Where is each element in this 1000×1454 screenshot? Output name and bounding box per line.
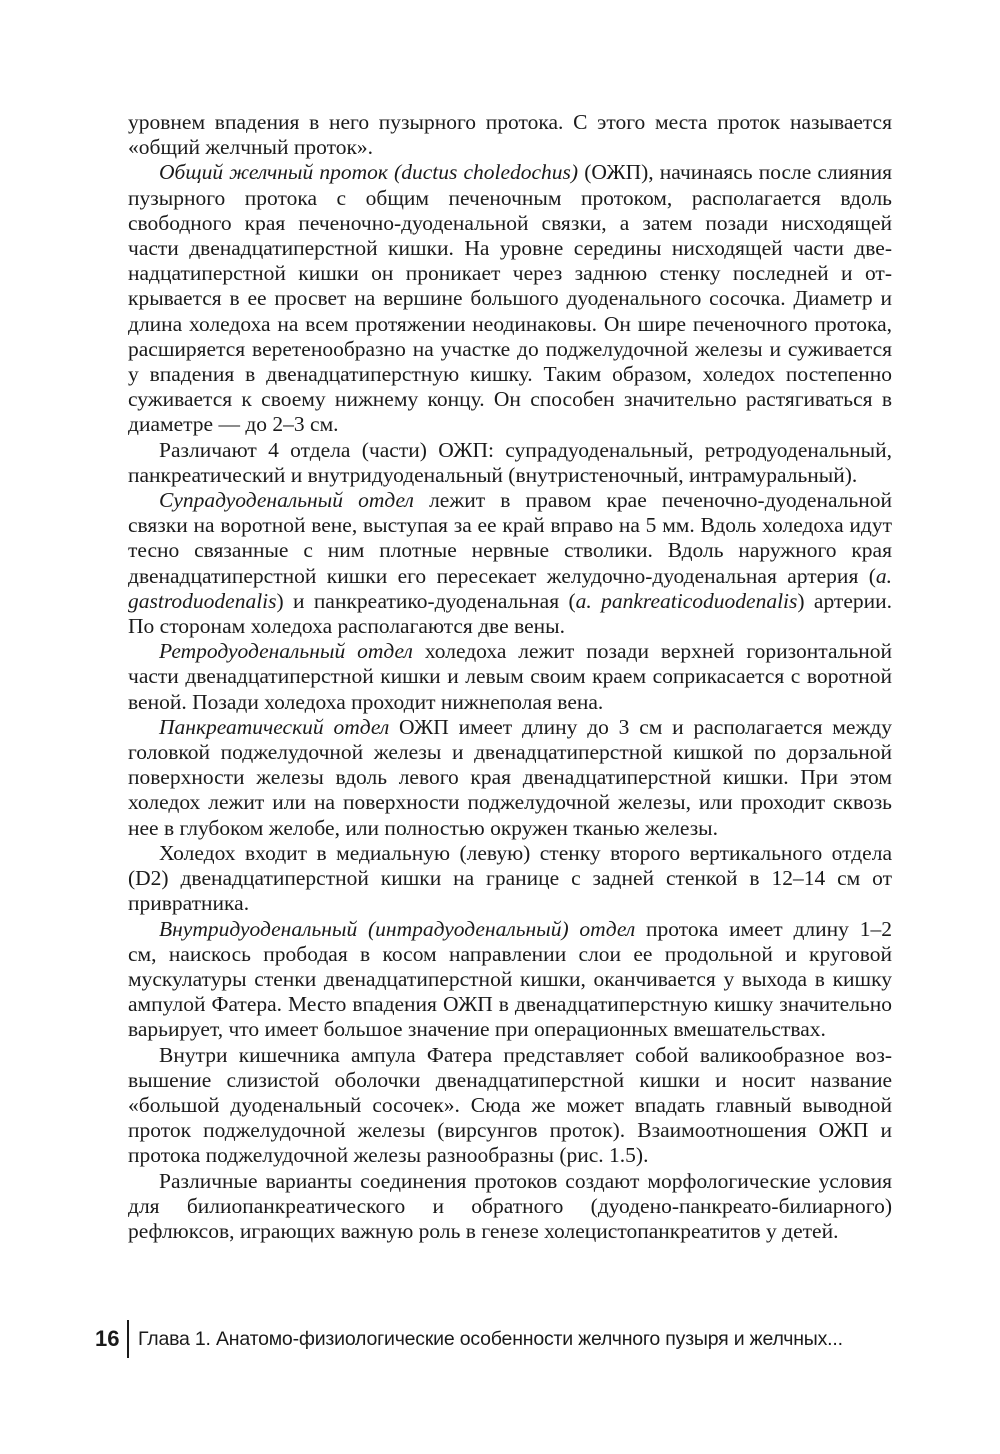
text-run: холедоха лежит позади верхней горизонтальной части двенадцатиперстной кишки и левым своим краем соприкасается с воротной веной. Позади холедоха проходит нижнеполая вена. [128, 639, 892, 714]
paragraph [128, 488, 892, 639]
paragraph [128, 917, 892, 1043]
page-footer [95, 1320, 843, 1358]
italic-term: Общий желчный проток (ductus choledochus) [159, 160, 579, 185]
page-body [128, 110, 892, 1244]
italic-term: Панкреатический отдел [159, 714, 390, 739]
italic-term: Супрадуоденальный отдел [159, 488, 414, 513]
paragraph [128, 160, 892, 437]
running-head: Глава 1. Анатомо-физиологические особенности желчного пузыря и желчных... [138, 1327, 843, 1350]
footer-divider [127, 1320, 129, 1358]
text-run: протока имеет длину 1–2 см, наискось прободая в косом направлении слои ее продольной и круговой мускулатуры стенки двенадцатиперстной кишки, оканчивается у выхода в кишку ампулой Фатера. Место впадения ОЖП в двенадцатиперстную кишку значительно варьирует, что имеет большое значение при операционных вмешательствах. [128, 916, 892, 1042]
paragraph [128, 841, 892, 917]
italic-term: Ретродуоденальный отдел [159, 639, 413, 664]
text-run: Различные варианты соединения протоков создают морфологические условия для билиопанкреатического и обратного (дуодено-панкреато-билиарного) рефлюксов, играющих важную роль в генезе холецистопанкреатитов у детей. [128, 1168, 892, 1243]
text-run: Различают 4 отдела (части) ОЖП: супрадуоденальный, ретродуоденальный, панкреатический и внутридуоденальный (внутристеночный, интрамуральный). [128, 437, 892, 487]
text-run: Холедох входит в медиальную (левую) стенку второго вертикального отдела (D2) двенадцатиперстной кишки на границе с задней стенкой в 12–14 см от привратника. [128, 840, 892, 916]
text-run: лежит в правом крае печеночно-дуоденальной связки на воротной вене, выступая за ее край вправо на 5 мм. Вдоль холедоха идут тесно связанные с ним плотные нервные стволики. Вдоль наружного края двенадцатиперстной кишки его пересекает желудочно-дуоденальная артерия ( [128, 488, 892, 588]
text-run: ) и панкреатико-дуоденальная ( [276, 588, 576, 613]
text-run: ) артерии. По сторонам холедоха располагаются две вены. [128, 588, 892, 639]
italic-term: Внутридуоденальный (интрадуоденальный) отдел [159, 916, 636, 941]
paragraph [128, 715, 892, 841]
italic-term: a. gastroduodenalis [128, 563, 892, 613]
paragraph [128, 438, 892, 488]
text-run: ОЖП имеет длину до 3 см и располагается между головкой поджелудочной железы и двенадцатиперстной кишкой по дорзальной поверхности железы вдоль левого края двенадцатиперстной кишки. При этом холедох лежит или на поверхности поджелудочной железы, или проходит сквозь нее в глубоком желобе, или полностью окружен тканью железы. [128, 714, 892, 840]
text-run: (ОЖП), начинаясь после слияния пузырного протока с общим печеночным протоком, располагается вдоль свободного края печеночно-дуоденальной связки, а затем позади нисходящей части двенадцатиперстной кишки. На уровне середины нисходящей части двенадцатиперстной кишки он проникает через заднюю стенку последней и открывается в ее просвет на вершине большого дуоденального сосочка. Диаметр и длина холедоха на всем протяжении неодинаковы. Он шире печеночного протока, расширяется веретенообразно на участке до поджелудочной железы и суживается у впадения в двенадцатиперстную кишку. Таким образом, холедох постепенно суживается к своему нижнему концу. Он способен значительно растягиваться в диаметре — до 2–3 см. [128, 160, 892, 437]
italic-term: a. pankreaticoduodenalis [575, 588, 798, 613]
text-run: уровнем впадения в него пузырного протока. С этого места проток называется «общий желчный проток». [128, 110, 892, 160]
page-number: 16 [95, 1326, 120, 1351]
paragraph [128, 1043, 892, 1169]
paragraph [128, 1169, 892, 1245]
paragraph [128, 639, 892, 715]
paragraph [128, 110, 892, 160]
text-run: Внутри кишечника ампула Фатера представляет собой валикообразное возвышение слизистой оболочки двенадцатиперстной кишки и носит название «большой дуоденальный сосочек». Сюда же может впадать главный выводной проток поджелудочной железы (вирсунгов проток). Взаимоотношения ОЖП и протока поджелудочной железы разнообразны (рис. 1.5). [128, 1042, 892, 1168]
